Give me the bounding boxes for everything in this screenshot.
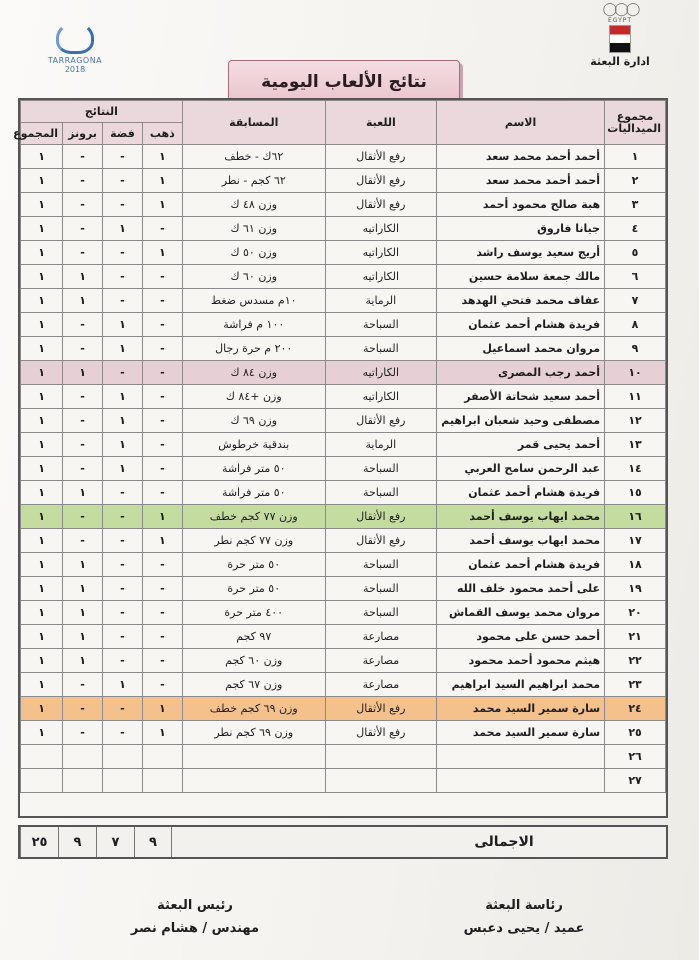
sport-name: السباحة	[325, 337, 436, 361]
row-total: ١	[21, 385, 63, 409]
row-total: ١	[21, 289, 63, 313]
sport-name: مصارعة	[325, 649, 436, 673]
silver-count: ١	[103, 337, 143, 361]
gold-count: ١	[142, 193, 182, 217]
gold-count: -	[142, 337, 182, 361]
sport-name: الكاراتيه	[325, 217, 436, 241]
silver-count: -	[103, 721, 143, 745]
table-row	[21, 289, 666, 313]
row-number: ١٨	[605, 553, 666, 577]
athlete-name: أحمد يحيى قمر	[437, 433, 605, 457]
gold-count: -	[142, 553, 182, 577]
row-total: ١	[21, 625, 63, 649]
row-number: ١٤	[605, 457, 666, 481]
silver-count: ١	[103, 385, 143, 409]
gold-count: ١	[142, 145, 182, 169]
table-row	[21, 721, 666, 745]
row-number: ٢	[605, 169, 666, 193]
row-number: ١٥	[605, 481, 666, 505]
bronze-count: ١	[63, 289, 103, 313]
athlete-name: فريدة هشام أحمد عثمان	[437, 481, 605, 505]
signature-mission-presidency	[439, 898, 609, 936]
col-header-results: النتائج	[21, 101, 183, 123]
silver-count: -	[103, 169, 143, 193]
table-row	[21, 697, 666, 721]
silver-count: -	[103, 505, 143, 529]
sport-name: الرماية	[325, 289, 436, 313]
table-row	[21, 601, 666, 625]
sport-name: رفع الأثقال	[325, 505, 436, 529]
silver-count: -	[103, 289, 143, 313]
signature-role: رئاسة البعثة	[485, 898, 563, 913]
silver-count: ١	[103, 313, 143, 337]
gold-count: -	[142, 361, 182, 385]
event-name: وزن ٦٩ كجم نطر	[182, 721, 325, 745]
col-header-gold: ذهب	[142, 123, 182, 145]
event-name: ٦٢ كجم - نطر	[182, 169, 325, 193]
row-number: ١٧	[605, 529, 666, 553]
logo-country: EGYPT	[607, 17, 633, 24]
bronze-count	[63, 745, 103, 769]
row-number: ٢٤	[605, 697, 666, 721]
silver-count	[103, 745, 143, 769]
athlete-name: جيانا فاروق	[437, 217, 605, 241]
gold-count: -	[142, 649, 182, 673]
row-number: ٢٠	[605, 601, 666, 625]
gold-count: ١	[142, 505, 182, 529]
bronze-count: -	[63, 385, 103, 409]
event-name: ٩٧ كجم	[182, 625, 325, 649]
sport-name: رفع الأثقال	[325, 721, 436, 745]
table-row	[21, 505, 666, 529]
table-row	[21, 529, 666, 553]
bronze-count: -	[63, 457, 103, 481]
table-row	[21, 337, 666, 361]
sport-name: رفع الأثقال	[325, 409, 436, 433]
athlete-name	[437, 769, 605, 793]
bronze-count: -	[63, 433, 103, 457]
silver-count: -	[103, 577, 143, 601]
row-total	[21, 745, 63, 769]
silver-count: -	[103, 481, 143, 505]
row-number: ١٦	[605, 505, 666, 529]
row-number: ٥	[605, 241, 666, 265]
total-silver: ٧	[96, 827, 134, 857]
bronze-count: ١	[63, 481, 103, 505]
athlete-name: أحمد حسن على محمود	[437, 625, 605, 649]
table-row	[21, 649, 666, 673]
gold-count: -	[142, 433, 182, 457]
table-row	[21, 265, 666, 289]
table-row	[21, 241, 666, 265]
row-total: ١	[21, 313, 63, 337]
page-title: نتائج الألعاب اليومية	[228, 60, 460, 104]
silver-count: -	[103, 649, 143, 673]
event-name: ٥٠ متر فراشة	[182, 481, 325, 505]
gold-count: ١	[142, 697, 182, 721]
col-header-sport: اللعبة	[325, 101, 436, 145]
results-table-body	[21, 145, 666, 793]
event-name: وزن ٦١ ك	[182, 217, 325, 241]
silver-count: -	[103, 145, 143, 169]
col-header-name: الاسم	[437, 101, 605, 145]
table-row	[21, 745, 666, 769]
table-row	[21, 577, 666, 601]
signature-mission-head	[110, 898, 280, 936]
row-total: ١	[21, 697, 63, 721]
bronze-count: -	[63, 145, 103, 169]
silver-count: -	[103, 361, 143, 385]
event-name: ٦٢ك - خطف	[182, 145, 325, 169]
athlete-name: فريدة هشام أحمد عثمان	[437, 553, 605, 577]
table-row	[21, 385, 666, 409]
row-number: ٢٣	[605, 673, 666, 697]
row-total: ١	[21, 337, 63, 361]
gold-count: -	[142, 385, 182, 409]
bronze-count: ١	[63, 361, 103, 385]
bronze-count: -	[63, 505, 103, 529]
col-header-silver: فضة	[103, 123, 143, 145]
row-number: ٤	[605, 217, 666, 241]
totals-cells	[20, 827, 172, 857]
silver-count: -	[103, 265, 143, 289]
athlete-name: أحمد رجب المصرى	[437, 361, 605, 385]
event-name: ١٠م مسدس ضغط	[182, 289, 325, 313]
event-name: ١٠٠ م فراشة	[182, 313, 325, 337]
table-row	[21, 193, 666, 217]
silver-count	[103, 769, 143, 793]
logo-mission-label: ادارة البعثة	[590, 55, 650, 68]
egypt-olympic-logo	[585, 2, 655, 72]
athlete-name: مالك جمعة سلامة حسين	[437, 265, 605, 289]
gold-count	[142, 745, 182, 769]
athlete-name: أحمد أحمد محمد سعد	[437, 145, 605, 169]
row-number: ٢١	[605, 625, 666, 649]
egypt-flag-icon	[609, 25, 631, 53]
table-row	[21, 481, 666, 505]
mediterranean-games-flame-icon	[56, 22, 94, 54]
athlete-name: سارة سمير السيد محمد	[437, 697, 605, 721]
signature-person: مهندس / هشام نصر	[130, 921, 260, 936]
sport-name: الرماية	[325, 433, 436, 457]
row-total: ١	[21, 145, 63, 169]
gold-count: -	[142, 457, 182, 481]
athlete-name	[437, 745, 605, 769]
gold-count: -	[142, 481, 182, 505]
bronze-count: -	[63, 313, 103, 337]
athlete-name: سارة سمير السيد محمد	[437, 721, 605, 745]
event-name	[182, 745, 325, 769]
sport-name	[325, 745, 436, 769]
sport-name: السباحة	[325, 553, 436, 577]
gold-count: -	[142, 313, 182, 337]
row-total: ١	[21, 529, 63, 553]
event-name: ٥٠ متر فراشة	[182, 457, 325, 481]
table-row	[21, 361, 666, 385]
table-row	[21, 673, 666, 697]
row-number: ٣	[605, 193, 666, 217]
athlete-name: عفاف محمد فتحي الهدهد	[437, 289, 605, 313]
athlete-name: أحمد أحمد محمد سعد	[437, 169, 605, 193]
athlete-name: مروان محمد اسماعيل	[437, 337, 605, 361]
athlete-name: محمد ايهاب يوسف أحمد	[437, 505, 605, 529]
athlete-name: أحمد سعيد شحاتة الأصفر	[437, 385, 605, 409]
olympic-rings-icon: ◯◯◯	[602, 2, 638, 17]
event-name: وزن ٦٠ كجم	[182, 649, 325, 673]
bronze-count: -	[63, 529, 103, 553]
gold-count: -	[142, 673, 182, 697]
silver-count: -	[103, 697, 143, 721]
sport-name: السباحة	[325, 601, 436, 625]
row-total	[21, 769, 63, 793]
event-name: وزن ٦٩ ك	[182, 409, 325, 433]
event-name: وزن ٥٠ ك	[182, 241, 325, 265]
athlete-name: هبة صالح محمود أحمد	[437, 193, 605, 217]
bronze-count: -	[63, 241, 103, 265]
gold-count: ١	[142, 169, 182, 193]
event-name: ٢٠٠ م حرة رجال	[182, 337, 325, 361]
sport-name: رفع الأثقال	[325, 193, 436, 217]
gold-count: ١	[142, 529, 182, 553]
sport-name: الكاراتيه	[325, 265, 436, 289]
results-table-frame	[13, 98, 668, 818]
row-number: ٢٦	[605, 745, 666, 769]
total-bronze: ٩	[58, 827, 96, 857]
row-total: ١	[21, 721, 63, 745]
athlete-name: أريج سعيد يوسف راشد	[437, 241, 605, 265]
athlete-name: هيثم محمود أحمد محمود	[437, 649, 605, 673]
gold-count: ١	[142, 721, 182, 745]
silver-count: ١	[103, 457, 143, 481]
sport-name: رفع الأثقال	[325, 145, 436, 169]
athlete-name: عبد الرحمن سامح العربي	[437, 457, 605, 481]
col-header-total: المجموع	[21, 123, 63, 145]
silver-count: -	[103, 625, 143, 649]
silver-count: -	[103, 193, 143, 217]
gold-count	[142, 769, 182, 793]
row-total: ١	[21, 505, 63, 529]
tarragona-logo	[40, 22, 110, 84]
gold-count: -	[142, 625, 182, 649]
table-row	[21, 769, 666, 793]
row-total: ١	[21, 457, 63, 481]
athlete-name: محمد ابراهيم السيد ابراهيم	[437, 673, 605, 697]
table-row	[21, 217, 666, 241]
bronze-count: -	[63, 697, 103, 721]
event-name: ٤٠٠ متر حرة	[182, 601, 325, 625]
gold-count: -	[142, 217, 182, 241]
bronze-count: ١	[63, 577, 103, 601]
event-name: وزن ٤٨ ك	[182, 193, 325, 217]
table-row	[21, 625, 666, 649]
bronze-count: ١	[63, 601, 103, 625]
event-name: ٥٠ متر حرة	[182, 577, 325, 601]
silver-count: ١	[103, 673, 143, 697]
row-number: ٢٧	[605, 769, 666, 793]
row-number: ٩	[605, 337, 666, 361]
gold-count: ١	[142, 241, 182, 265]
silver-count: -	[103, 529, 143, 553]
bronze-count	[63, 769, 103, 793]
event-name: وزن ٦٠ ك	[182, 265, 325, 289]
table-row	[21, 433, 666, 457]
athlete-name: مروان محمد يوسف القماش	[437, 601, 605, 625]
row-total: ١	[21, 217, 63, 241]
event-name: وزن ٨٤ ك	[182, 361, 325, 385]
gold-count: -	[142, 265, 182, 289]
bronze-count: ١	[63, 265, 103, 289]
event-name: وزن ٧٧ كجم خطف	[182, 505, 325, 529]
table-row	[21, 457, 666, 481]
sport-name: السباحة	[325, 457, 436, 481]
row-total: ١	[21, 481, 63, 505]
row-number: ٢٢	[605, 649, 666, 673]
row-total: ١	[21, 673, 63, 697]
col-header-event: المسابقة	[182, 101, 325, 145]
silver-count: -	[103, 241, 143, 265]
totals-label: الاجمالى	[474, 834, 534, 850]
event-name: وزن ٦٧ كجم	[182, 673, 325, 697]
event-name: وزن ٦٩ كجم خطف	[182, 697, 325, 721]
silver-count: ١	[103, 433, 143, 457]
signature-person: عميد / يحيى دعبس	[463, 921, 585, 936]
row-total: ١	[21, 433, 63, 457]
event-name: بندقية خرطوش	[182, 433, 325, 457]
row-total: ١	[21, 649, 63, 673]
sport-name: السباحة	[325, 313, 436, 337]
bronze-count: -	[63, 217, 103, 241]
row-number: ١٠	[605, 361, 666, 385]
col-header-bronze: برونز	[63, 123, 103, 145]
silver-count: ١	[103, 409, 143, 433]
bronze-count: -	[63, 409, 103, 433]
athlete-name: محمد ايهاب يوسف أحمد	[437, 529, 605, 553]
silver-count: ١	[103, 217, 143, 241]
signature-role: رئيس البعثة	[157, 898, 233, 913]
table-row	[21, 313, 666, 337]
athlete-name: فريدة هشام أحمد عثمان	[437, 313, 605, 337]
sport-name	[325, 769, 436, 793]
sport-name: رفع الأثقال	[325, 529, 436, 553]
sport-name: السباحة	[325, 481, 436, 505]
gold-count: -	[142, 577, 182, 601]
total-all: ٢٥	[20, 827, 58, 857]
sport-name: مصارعة	[325, 625, 436, 649]
row-number: ٧	[605, 289, 666, 313]
gold-count: -	[142, 601, 182, 625]
sport-name: رفع الأثقال	[325, 697, 436, 721]
table-row	[21, 553, 666, 577]
table-row	[21, 169, 666, 193]
row-number: ٨	[605, 313, 666, 337]
row-number: ١	[605, 145, 666, 169]
totals-row	[18, 825, 668, 859]
col-header-medal-count: مجموع الميداليات	[605, 101, 666, 145]
logo-year: 2018	[64, 65, 86, 74]
total-gold: ٩	[134, 827, 172, 857]
row-number: ١٩	[605, 577, 666, 601]
bronze-count: -	[63, 169, 103, 193]
row-number: ١٣	[605, 433, 666, 457]
row-number: ١٢	[605, 409, 666, 433]
row-total: ١	[21, 265, 63, 289]
event-name: ٥٠ متر حرة	[182, 553, 325, 577]
table-row	[21, 409, 666, 433]
row-total: ١	[21, 601, 63, 625]
silver-count: -	[103, 601, 143, 625]
results-table	[13, 100, 666, 793]
bronze-count: ١	[63, 649, 103, 673]
bronze-count: -	[63, 337, 103, 361]
event-name: وزن ٧٧ كجم نطر	[182, 529, 325, 553]
sport-name: الكاراتيه	[325, 385, 436, 409]
logo-city: TARRAGONA	[47, 56, 103, 65]
athlete-name: مصطفى وحيد شعبان ابراهيم	[437, 409, 605, 433]
row-number: ٦	[605, 265, 666, 289]
bronze-count: -	[63, 193, 103, 217]
sport-name: الكاراتيه	[325, 361, 436, 385]
row-number: ٢٥	[605, 721, 666, 745]
row-total: ١	[21, 361, 63, 385]
row-total: ١	[21, 577, 63, 601]
sport-name: رفع الأثقال	[325, 169, 436, 193]
bronze-count: -	[63, 673, 103, 697]
athlete-name: على أحمد محمود خلف الله	[437, 577, 605, 601]
row-total: ١	[21, 193, 63, 217]
gold-count: -	[142, 409, 182, 433]
row-total: ١	[21, 409, 63, 433]
sport-name: الكاراتيه	[325, 241, 436, 265]
row-total: ١	[21, 241, 63, 265]
event-name	[182, 769, 325, 793]
gold-count: -	[142, 289, 182, 313]
silver-count: -	[103, 553, 143, 577]
row-total: ١	[21, 553, 63, 577]
bronze-count: ١	[63, 625, 103, 649]
row-number: ١١	[605, 385, 666, 409]
bronze-count: -	[63, 721, 103, 745]
bronze-count: ١	[63, 553, 103, 577]
sport-name: مصارعة	[325, 673, 436, 697]
table-row	[21, 145, 666, 169]
row-total: ١	[21, 169, 63, 193]
sport-name: السباحة	[325, 577, 436, 601]
event-name: وزن +٨٤ ك	[182, 385, 325, 409]
